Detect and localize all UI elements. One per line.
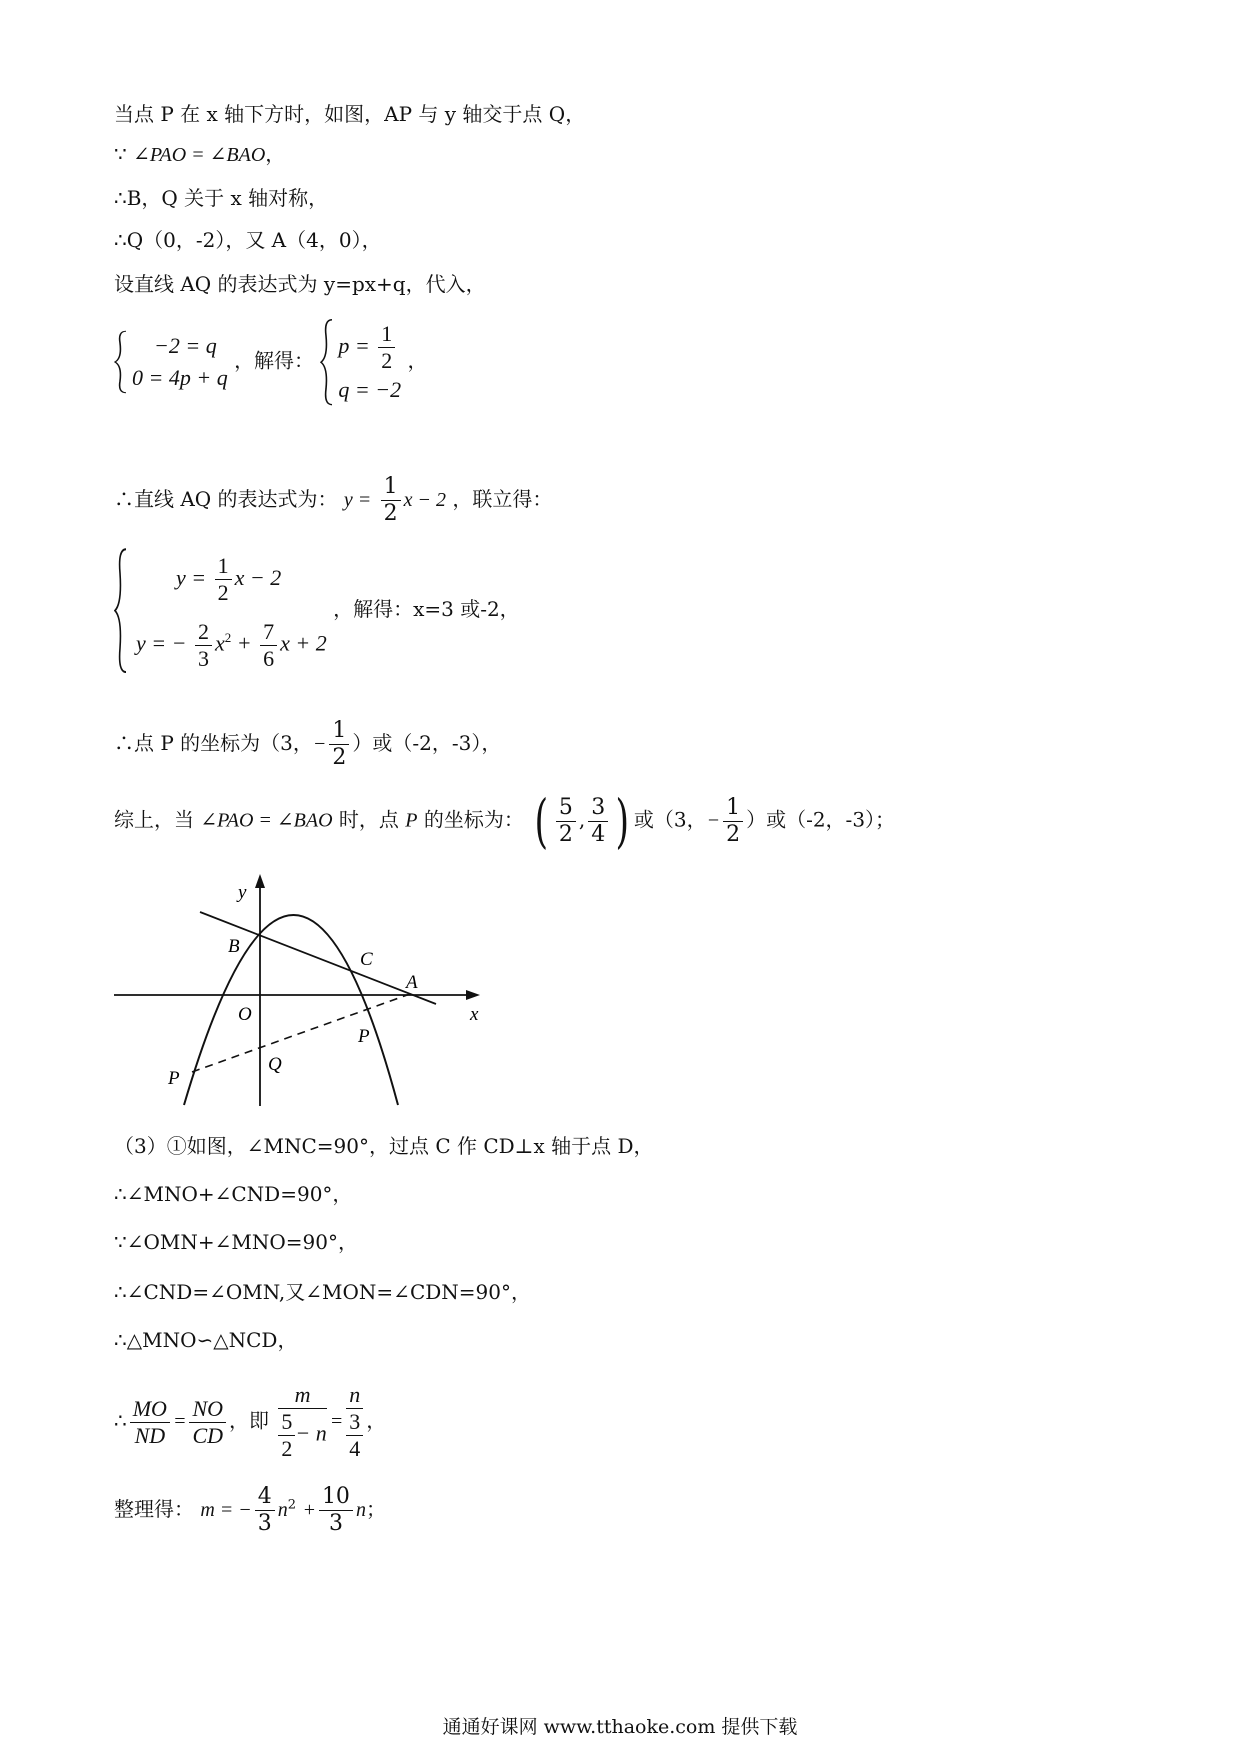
denominator: 2 [558,821,573,847]
label-y: y [238,882,247,903]
text-line-15: ∴△MNO∽△NCD， [114,1328,298,1352]
equation-system-line-2 [114,548,520,673]
text-line-2 [114,140,285,169]
punct: ， [366,1408,387,1433]
denominator: 2 [332,745,347,770]
fraction-three-quarters [346,1409,363,1462]
y-equals-neg: y = − [136,630,187,656]
or-label: 或（3， [633,807,707,832]
denominator-compound [346,1409,363,1462]
line-expression-label: ∴直线 AQ 的表达式为： [114,487,338,511]
numerator: 2 [195,619,212,646]
denominator: ND [134,1422,166,1448]
label-p-right: P [358,1026,370,1047]
numerator: 3 [346,1409,363,1436]
combine-label: ，联立得： [452,487,553,511]
text-line-11: （3）①如图，∠MNC=90°，过点 C 作 CD⊥x 轴于点 D， [114,1134,654,1158]
fraction-one-half [378,321,395,374]
denominator: 3 [257,1511,272,1536]
numerator: 3 [588,795,608,822]
simplify-label: 整理得： [114,1497,194,1521]
system1-row1: −2 = q [154,333,217,359]
solution-label: ，解得：x=3 或-2， [333,597,520,622]
denominator: 6 [263,645,275,671]
text-line-14: ∴∠CND=∠OMN,又∠MON=∠CDN=90°， [114,1280,531,1304]
p-equals: p = [338,333,370,358]
system2-row1 [338,318,401,374]
that-is-label: ，即 [229,1408,270,1433]
fraction-five-halves [556,795,576,848]
fraction-one-half [329,718,349,771]
fraction-m-over [278,1382,326,1462]
point-p: P [405,809,418,832]
expression-tail: x − 2 [403,489,447,511]
system2-row2: q = −2 [338,377,402,403]
fraction-one-half [215,553,232,606]
punct: ； [365,1497,386,1521]
x-term: x [214,630,225,656]
label-a: A [406,972,418,993]
n-term: n [355,1499,366,1521]
label-o: O [238,1004,252,1025]
text-line-7 [114,474,552,527]
denominator: 4 [591,821,606,847]
text-line-17 [114,1484,386,1537]
denominator: 2 [381,348,393,374]
fraction-ten-thirds [319,1484,353,1537]
fraction-one-half [381,474,401,527]
denominator: 4 [349,1436,361,1461]
brace-icon [320,318,334,406]
numerator: 10 [319,1484,353,1511]
exponent: 2 [287,1497,297,1513]
equation-system-2 [320,318,401,406]
label-p-left: P [168,1068,180,1089]
numerator: 5 [278,1409,295,1436]
text-line-9 [114,718,501,771]
fraction-seven-sixths [260,619,277,672]
minus: − [312,733,327,755]
point-p-tail: ）或（-2，-3）， [352,731,502,755]
brace-icon [114,548,128,673]
denominator-compound [278,1409,326,1462]
numerator: m [278,1382,326,1409]
fraction-one-half [723,795,743,848]
punct: ， [265,142,286,166]
angle-equation: ∠PAO = ∠BAO [200,809,333,832]
label-x: x [470,1004,479,1025]
fraction-two-thirds [195,619,212,672]
text-line-13: ∵∠OMN+∠MNO=90°， [114,1230,358,1254]
numerator: n [346,1382,363,1409]
denominator: 2 [281,1436,293,1461]
denominator: 2 [217,580,229,606]
left-paren: ( [534,787,549,855]
fraction-no-cd [189,1396,226,1449]
expression-tail: x + 2 [280,630,327,656]
m-equals: m = − [200,1499,252,1521]
y-equals: y = [343,489,372,511]
y-equals: y = [176,565,207,590]
text-line-4: ∴Q（0，-2），又 A（4，0）， [114,228,382,252]
or-tail: ）或（-2，-3）； [746,807,896,832]
exponent: 2 [224,630,232,645]
fraction-three-quarters [588,795,608,848]
fraction-n-over [346,1382,363,1462]
equation-system-3 [114,548,327,673]
numerator: 1 [381,474,401,501]
numerator: MO [130,1396,170,1423]
solve-label: ，解得： [234,348,315,373]
equation-system-line [114,318,427,406]
numerator: 1 [215,553,232,580]
denominator: 2 [726,821,741,847]
numerator: 1 [329,718,349,745]
text-line-10: 综上，当 ∠PAO = ∠BAO 时，点 P 的坐标为： ( $\frac{5}{2}$ , $\frac{3}{4}$ ) 或（3，− $\frac{1}{2}$ ）或（-2，-3）； [114,787,896,855]
numerator: 7 [260,619,277,646]
point-p-label: ∴点 P 的坐标为（3， [114,731,313,755]
punct: ， [407,348,428,373]
system1-row2: 0 = 4p + q [132,365,228,391]
numerator: 4 [255,1484,275,1511]
minus: − [706,809,721,832]
denominator: 3 [197,645,209,671]
page-footer: 通通好课网 www.tthaoke.com 提供下载 [442,1716,798,1738]
fraction-four-thirds [255,1484,275,1537]
fraction-five-halves [278,1409,295,1462]
x-axis-arrow-icon [466,990,480,1000]
denominator: CD [192,1422,224,1448]
numerator: NO [189,1396,226,1423]
plus: + [236,630,252,656]
text-line-12: ∴∠MNO+∠CND=90°， [114,1182,353,1206]
summary-label: 综上，当 [114,807,194,832]
coords-label: 的坐标为： [423,807,524,832]
fraction-mo-nd [130,1396,170,1449]
denominator: 3 [328,1511,343,1536]
numerator: 1 [723,795,743,822]
brace-icon [114,330,128,394]
equation-system-1 [114,330,228,394]
text-line-3: ∴B，Q 关于 x 轴对称， [114,186,329,210]
because-symbol: ∵ [114,142,127,166]
coordinate-graph [110,870,490,1110]
text-line-5: 设直线 AQ 的表达式为 y=px+q，代入， [114,272,486,296]
numerator: 5 [556,795,576,822]
n-term: n [277,1499,288,1521]
expression-tail: x − 2 [234,565,282,590]
plus: + [302,1499,316,1521]
system3-row2 [136,608,327,673]
numerator: 1 [378,321,395,348]
therefore-symbol: ∴ [114,1408,127,1433]
when-point: 时，点 [338,807,399,832]
label-b: B [228,936,240,957]
label-q: Q [268,1054,282,1075]
system3-row1 [136,548,327,608]
y-axis-arrow-icon [255,874,265,888]
label-c: C [360,949,373,970]
angle-equation: ∠PAO = ∠BAO [133,144,266,166]
minus-n: − n [295,1420,327,1446]
text-line-16: ∴ $\frac{MO}{ND}$ = $\frac{NO}{CD}$ ，即 m $\frac{5}{2}$ − n = $\frac{n}{\frac{3}{4}}$ ， [114,1382,387,1461]
text-line-1: 当点 P 在 x 轴下方时，如图，AP 与 y 轴交于点 Q， [114,102,586,126]
denominator: 2 [383,501,398,526]
right-paren: ) [615,787,630,855]
